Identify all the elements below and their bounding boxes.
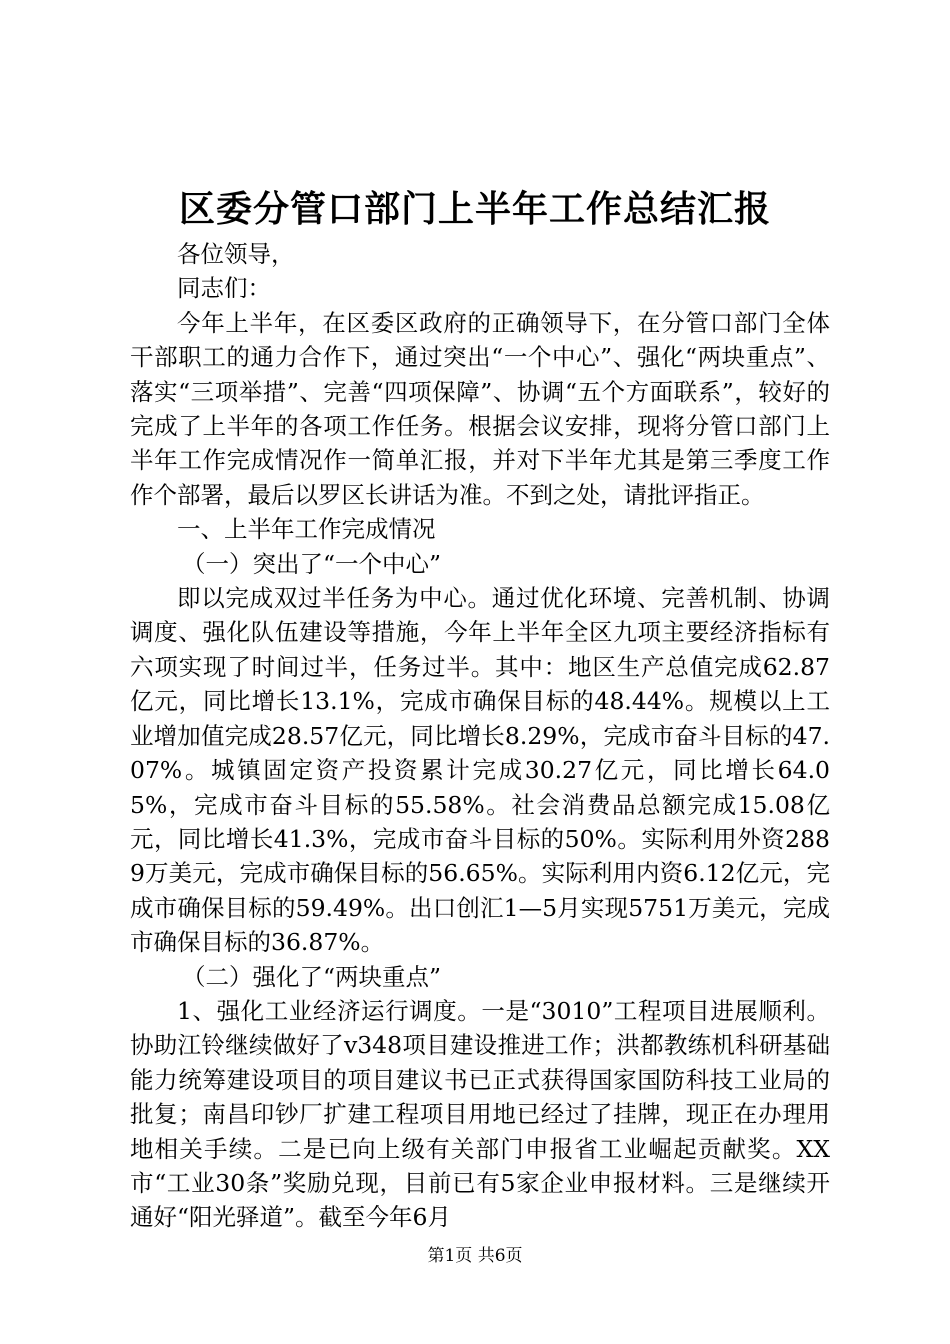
document-title: 区委分管口部门上半年工作总结汇报 (178, 188, 771, 230)
page-number-footer: 第1页 共6页 (427, 1246, 523, 1266)
economic-indicators-paragraph: 即以完成双过半任务为中心。通过优化环境、完善机制、协调调度、强化队伍建设等措施，今年上半年全区九项主要经济指标有六项实现了时间过半，任务过半。其中：地区生产总值完成62.87亿元，同比增长13.1%，完成市确保目标的48.44%。规模以上工业增加值完成28.57亿元，同比增长8.29%，完成市奋斗目标的47.07%。城镇固定资产投资累计完成30.27亿元，同比增长64.05%，完成市奋斗目标的55.58%。社会消费品总额完成15.08亿元，同比增长41.3%，完成市奋斗目标的50%。实际利用外资2889万美元，完成市确保目标的56.65%。实际利用内资6.12亿元，完成市确保目标的59.49%。出口创汇1—5月实现5751万美元，完成市确保目标的36.87%。 (130, 584, 830, 957)
intro-paragraph: 今年上半年，在区委区政府的正确领导下，在分管口部门全体干部职工的通力合作下，通过突出“一个中心”、强化“两块重点”、落实“三项举措”、完善“四项保障”、协调“五个方面联系”，较好的完成了上半年的各项工作任务。根据会议安排，现将分管口部门上半年工作完成情况作一简单汇报，并对下半年尤其是第三季度工作作个部署，最后以罗区长讲话为准。不到之处，请批评指正。 (130, 308, 830, 509)
document-body (130, 237, 830, 1235)
industrial-operation-paragraph: 1、强化工业经济运行调度。一是“3010”工程项目进展顺利。协助江铃继续做好了v348项目建设推进工作；洪都教练机科研基础能力统筹建设项目的项目建议书已正式获得国家国防科技工业局的批复；南昌印钞厂扩建工程项目用地已经过了挂牌，现正在办理用地相关手续。二是已向上级有关部门申报省工业崛起贡献奖。XX市“工业30条”奖励兑现，目前已有5家企业申报材料。三是继续开通好“阳光驿道”。截至今年6月 (130, 996, 830, 1232)
salutation-leaders: 各位领导， (177, 240, 295, 268)
subsection-heading-2: （二）强化了“两块重点” (182, 962, 442, 991)
section-heading-1: 一、上半年工作完成情况 (177, 515, 436, 544)
salutation-comrades: 同志们： (177, 274, 271, 303)
subsection-heading-1: （一）突出了“一个中心” (182, 549, 442, 578)
